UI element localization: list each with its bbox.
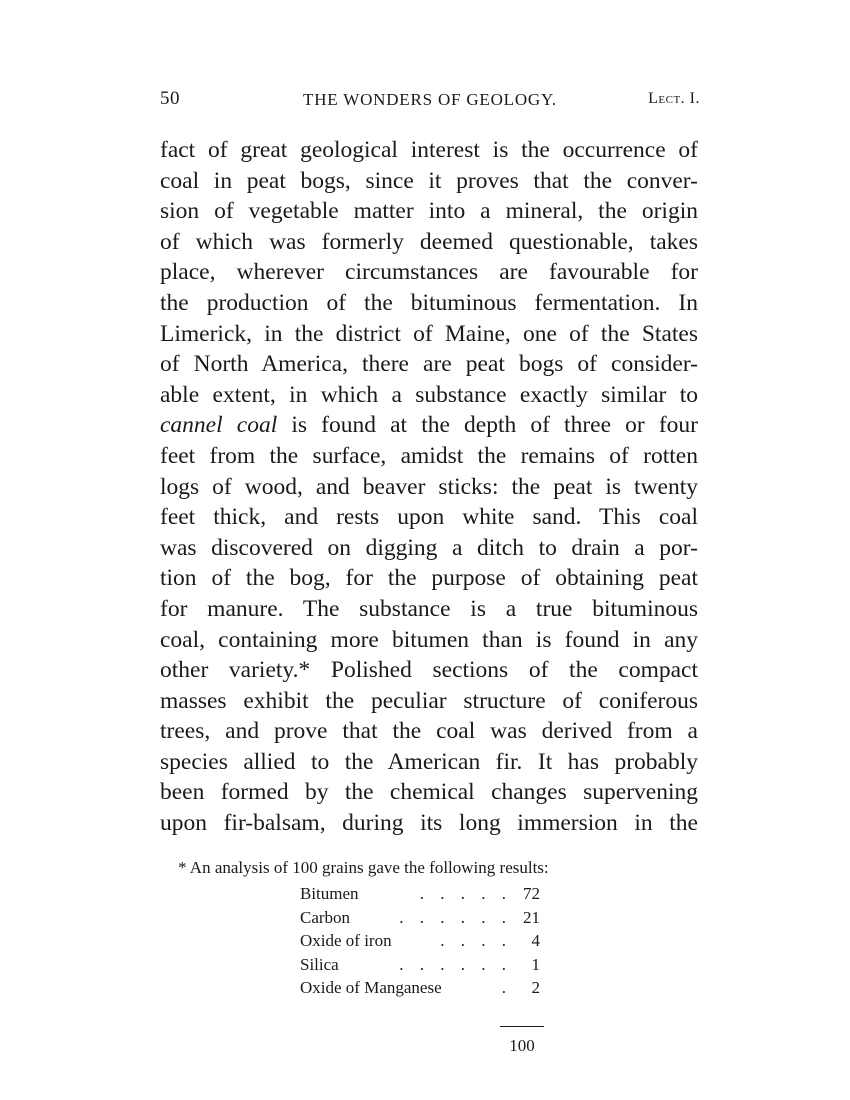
text-line: coal, containing more bitumen than is found in any	[160, 626, 698, 653]
row-value: 4	[531, 931, 540, 950]
table-row	[300, 953, 540, 977]
text-line-rest: is found at the depth of three or four	[291, 412, 698, 439]
text-line: trees, and prove that the coal was derived from a	[160, 718, 698, 745]
text-line: of North America, there are peat bogs of consider-	[160, 351, 698, 378]
running-title: THE WONDERS OF GEOLOGY.	[303, 90, 557, 109]
text-line: sion of vegetable matter into a mineral, the origin	[160, 198, 698, 225]
row-leader: .	[501, 978, 512, 997]
total-value: 100	[509, 1036, 535, 1055]
row-value: 72	[523, 884, 540, 903]
row-leader: . . . . . .	[399, 954, 512, 974]
lecture-label: Lect. I.	[648, 90, 700, 107]
analysis-table	[300, 882, 540, 1055]
table-row	[300, 929, 540, 953]
text-line: feet thick, and rests upon white sand. This coal	[160, 504, 698, 531]
table-row	[300, 906, 540, 930]
text-line: fact of great geological interest is the occurrence of	[160, 137, 698, 163]
text-line: tion of the bog, for the purpose of obtaining peat	[160, 565, 698, 592]
text-line: upon fir-balsam, during its long immersion in the	[160, 810, 698, 837]
total-rule	[500, 1026, 544, 1027]
running-head	[160, 88, 700, 116]
page-number: 50	[160, 88, 180, 109]
text-line: of which was formerly deemed questionable, takes	[160, 228, 698, 255]
text-line: been formed by the chemical changes supervening	[160, 779, 698, 806]
text-line: other variety.* Polished sections of the compact	[160, 657, 698, 684]
text-line: coal in peat bogs, since it proves that the conver-	[160, 167, 698, 194]
row-value: 21	[523, 907, 540, 927]
text-line-cannel-coal	[160, 410, 698, 441]
row-label: Oxide of Manganese	[300, 978, 442, 997]
row-label: Oxide of iron	[300, 931, 392, 950]
text-line: the production of the bituminous fermentation. In	[160, 289, 698, 316]
text-line: masses exhibit the peculiar structure of coniferous	[160, 687, 698, 714]
row-leader: . . . . . .	[399, 907, 512, 927]
row-label: Carbon	[300, 907, 351, 927]
table-row	[300, 882, 540, 906]
italic-phrase: cannel coal	[160, 412, 278, 439]
row-value: 2	[531, 978, 540, 997]
text-line: able extent, in which a substance exactly similar to	[160, 381, 698, 408]
body-text	[160, 135, 698, 839]
row-leader: . . . .	[440, 931, 512, 950]
text-line: was discovered on digging a ditch to drain a por-	[160, 534, 698, 561]
row-leader: . . . . .	[419, 884, 512, 903]
footnote-intro: * An analysis of 100 grains gave the following results:	[178, 858, 549, 877]
text-line: for manure. The substance is a true bituminous	[160, 595, 698, 622]
row-label: Silica	[300, 954, 339, 974]
row-value: 1	[531, 954, 540, 974]
text-line: logs of wood, and beaver sticks: the peat is twenty	[160, 473, 698, 500]
text-line: Limerick, in the district of Maine, one of the States	[160, 320, 698, 347]
footnote	[160, 856, 698, 1055]
text-line: place, wherever circumstances are favourable for	[160, 259, 698, 286]
text-line: species allied to the American fir. It has probably	[160, 748, 698, 775]
text-line: feet from the surface, amidst the remains of rotten	[160, 442, 698, 469]
row-label: Bitumen	[300, 884, 359, 903]
table-row	[300, 976, 540, 1000]
